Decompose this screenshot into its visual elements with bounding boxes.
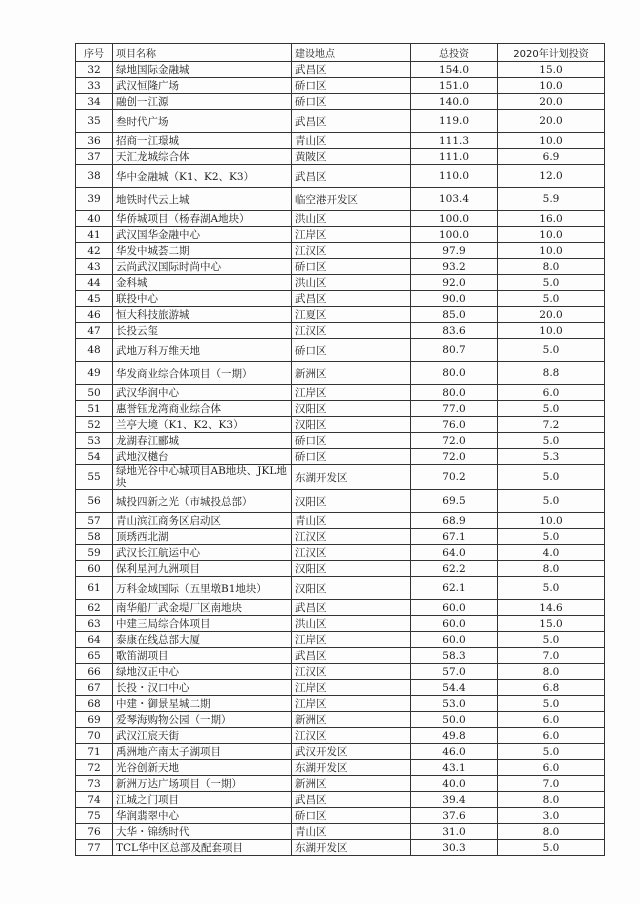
cell-project-name: 禹洲地产南太子湖项目	[113, 744, 292, 760]
cell-location: 洪山区	[292, 616, 411, 632]
cell-index: 61	[76, 577, 113, 600]
table-row	[76, 632, 605, 648]
cell-index: 49	[76, 362, 113, 385]
investment-table	[75, 43, 605, 856]
cell-project-name: 招商一江璟城	[113, 133, 292, 149]
cell-2020-planned-investment: 12.0	[498, 165, 605, 188]
cell-index: 47	[76, 323, 113, 339]
cell-2020-planned-investment: 6.0	[498, 712, 605, 728]
cell-total-investment: 31.0	[411, 824, 498, 840]
cell-index: 35	[76, 110, 113, 133]
cell-index: 36	[76, 133, 113, 149]
cell-2020-planned-investment: 20.0	[498, 110, 605, 133]
cell-location: 江汉区	[292, 529, 411, 545]
cell-total-investment: 50.0	[411, 712, 498, 728]
cell-2020-planned-investment: 15.0	[498, 616, 605, 632]
cell-total-investment: 111.0	[411, 149, 498, 165]
cell-project-name: 华中金融城（K1、K2、K3）	[113, 165, 292, 188]
cell-total-investment: 83.6	[411, 323, 498, 339]
cell-index: 55	[76, 465, 113, 490]
cell-location: 硚口区	[292, 94, 411, 110]
cell-index: 57	[76, 513, 113, 529]
cell-project-name: 长投云玺	[113, 323, 292, 339]
cell-total-investment: 60.0	[411, 600, 498, 616]
table-row	[76, 824, 605, 840]
cell-2020-planned-investment: 5.0	[498, 840, 605, 856]
cell-project-name: 兰亭大境（K1、K2、K3）	[113, 417, 292, 433]
cell-index: 54	[76, 449, 113, 465]
cell-index: 73	[76, 776, 113, 792]
cell-2020-planned-investment: 8.8	[498, 362, 605, 385]
cell-project-name: 江城之门项目	[113, 792, 292, 808]
table-row	[76, 211, 605, 227]
table-row	[76, 465, 605, 490]
cell-2020-planned-investment: 5.0	[498, 529, 605, 545]
cell-project-name: 城投四新之光（市城投总部）	[113, 490, 292, 513]
cell-index: 58	[76, 529, 113, 545]
cell-2020-planned-investment: 5.0	[498, 490, 605, 513]
cell-2020-planned-investment: 5.0	[498, 433, 605, 449]
cell-index: 34	[76, 94, 113, 110]
cell-location: 江岸区	[292, 696, 411, 712]
cell-2020-planned-investment: 5.0	[498, 291, 605, 307]
cell-2020-planned-investment: 8.0	[498, 824, 605, 840]
table-row	[76, 808, 605, 824]
cell-location: 硚口区	[292, 449, 411, 465]
table-row	[76, 728, 605, 744]
cell-project-name: 青山滨江商务区启动区	[113, 513, 292, 529]
cell-location: 江汉区	[292, 545, 411, 561]
cell-2020-planned-investment: 5.0	[498, 275, 605, 291]
table-row	[76, 840, 605, 856]
cell-index: 65	[76, 648, 113, 664]
cell-total-investment: 97.9	[411, 243, 498, 259]
table-row	[76, 307, 605, 323]
cell-project-name: 惠誉钰龙湾商业综合体	[113, 401, 292, 417]
header-total-investment: 总投资	[411, 44, 498, 62]
cell-location: 东湖开发区	[292, 760, 411, 776]
cell-project-name: 武汉华润中心	[113, 385, 292, 401]
cell-index: 75	[76, 808, 113, 824]
cell-project-name: 武汉恒隆广场	[113, 78, 292, 94]
cell-index: 45	[76, 291, 113, 307]
cell-project-name: 顶琇西北湖	[113, 529, 292, 545]
table-row	[76, 664, 605, 680]
cell-index: 70	[76, 728, 113, 744]
table-row	[76, 362, 605, 385]
cell-project-name: 万科金域国际（五里墩B1地块）	[113, 577, 292, 600]
cell-location: 江汉区	[292, 728, 411, 744]
cell-total-investment: 53.0	[411, 696, 498, 712]
cell-location: 江岸区	[292, 385, 411, 401]
cell-project-name: 武汉长江航运中心	[113, 545, 292, 561]
cell-total-investment: 80.7	[411, 339, 498, 362]
table-row	[76, 696, 605, 712]
table-row	[76, 323, 605, 339]
cell-project-name: 南华船厂武金堤厂区南地块	[113, 600, 292, 616]
cell-project-name: 融创一江源	[113, 94, 292, 110]
cell-total-investment: 103.4	[411, 188, 498, 211]
table-row	[76, 165, 605, 188]
cell-total-investment: 57.0	[411, 664, 498, 680]
cell-project-name: TCL华中区总部及配套项目	[113, 840, 292, 856]
cell-2020-planned-investment: 16.0	[498, 211, 605, 227]
cell-2020-planned-investment: 8.0	[498, 664, 605, 680]
table-row	[76, 110, 605, 133]
cell-2020-planned-investment: 20.0	[498, 94, 605, 110]
table-row	[76, 291, 605, 307]
cell-index: 53	[76, 433, 113, 449]
cell-location: 东湖开发区	[292, 465, 411, 490]
cell-2020-planned-investment: 5.0	[498, 577, 605, 600]
cell-index: 77	[76, 840, 113, 856]
table-row	[76, 417, 605, 433]
cell-index: 42	[76, 243, 113, 259]
header-index: 序号	[76, 44, 113, 62]
table-row	[76, 680, 605, 696]
cell-index: 51	[76, 401, 113, 417]
cell-project-name: 爱琴海购物公园（一期）	[113, 712, 292, 728]
cell-index: 46	[76, 307, 113, 323]
cell-total-investment: 64.0	[411, 545, 498, 561]
cell-index: 72	[76, 760, 113, 776]
cell-project-name: 新洲万达广场项目（一期）	[113, 776, 292, 792]
cell-2020-planned-investment: 7.0	[498, 648, 605, 664]
cell-index: 59	[76, 545, 113, 561]
cell-2020-planned-investment: 14.6	[498, 600, 605, 616]
cell-location: 汉阳区	[292, 417, 411, 433]
table-row	[76, 133, 605, 149]
cell-2020-planned-investment: 8.0	[498, 792, 605, 808]
table-row	[76, 149, 605, 165]
cell-total-investment: 119.0	[411, 110, 498, 133]
cell-location: 江夏区	[292, 307, 411, 323]
cell-location: 武昌区	[292, 600, 411, 616]
cell-total-investment: 77.0	[411, 401, 498, 417]
cell-location: 武昌区	[292, 165, 411, 188]
cell-total-investment: 62.1	[411, 577, 498, 600]
cell-location: 武昌区	[292, 648, 411, 664]
cell-2020-planned-investment: 4.0	[498, 545, 605, 561]
cell-location: 汉阳区	[292, 401, 411, 417]
cell-2020-planned-investment: 7.2	[498, 417, 605, 433]
cell-total-investment: 85.0	[411, 307, 498, 323]
cell-project-name: 泰康在线总部大厦	[113, 632, 292, 648]
cell-project-name: 歌笛湖项目	[113, 648, 292, 664]
header-project-name: 项目名称	[113, 44, 292, 62]
cell-project-name: 金科城	[113, 275, 292, 291]
cell-project-name: 联投中心	[113, 291, 292, 307]
cell-location: 洪山区	[292, 275, 411, 291]
cell-total-investment: 60.0	[411, 632, 498, 648]
cell-2020-planned-investment: 6.0	[498, 385, 605, 401]
cell-project-name: 恒大科技旅游城	[113, 307, 292, 323]
cell-total-investment: 93.2	[411, 259, 498, 275]
cell-total-investment: 67.1	[411, 529, 498, 545]
cell-2020-planned-investment: 10.0	[498, 243, 605, 259]
cell-project-name: 中建・御景星城二期	[113, 696, 292, 712]
cell-index: 38	[76, 165, 113, 188]
table-row	[76, 712, 605, 728]
table-row	[76, 78, 605, 94]
cell-project-name: 绿地光谷中心城项目AB地块、JKL地块	[113, 465, 292, 490]
cell-project-name: 武汉国华金融中心	[113, 227, 292, 243]
table-row	[76, 243, 605, 259]
cell-index: 33	[76, 78, 113, 94]
cell-project-name: 绿地汉正中心	[113, 664, 292, 680]
cell-location: 青山区	[292, 824, 411, 840]
cell-project-name: 武地汉樾台	[113, 449, 292, 465]
cell-index: 60	[76, 561, 113, 577]
cell-location: 江岸区	[292, 227, 411, 243]
cell-2020-planned-investment: 6.0	[498, 760, 605, 776]
header-location: 建设地点	[292, 44, 411, 62]
cell-2020-planned-investment: 10.0	[498, 133, 605, 149]
table-row	[76, 401, 605, 417]
cell-location: 新洲区	[292, 776, 411, 792]
cell-2020-planned-investment: 3.0	[498, 808, 605, 824]
cell-2020-planned-investment: 5.0	[498, 696, 605, 712]
cell-location: 武昌区	[292, 62, 411, 78]
cell-2020-planned-investment: 8.0	[498, 561, 605, 577]
cell-2020-planned-investment: 8.0	[498, 259, 605, 275]
cell-project-name: 华润翡翠中心	[113, 808, 292, 824]
table-body	[76, 62, 605, 856]
cell-2020-planned-investment: 10.0	[498, 513, 605, 529]
cell-location: 武昌区	[292, 291, 411, 307]
cell-index: 56	[76, 490, 113, 513]
cell-location: 硚口区	[292, 433, 411, 449]
header-2020-planned-investment: 2020年计划投资	[498, 44, 605, 62]
cell-project-name: 天汇龙城综合体	[113, 149, 292, 165]
table-row	[76, 760, 605, 776]
cell-index: 52	[76, 417, 113, 433]
cell-location: 武昌区	[292, 792, 411, 808]
cell-location: 洪山区	[292, 211, 411, 227]
table-row	[76, 744, 605, 760]
cell-index: 68	[76, 696, 113, 712]
cell-project-name: 光谷创新天地	[113, 760, 292, 776]
cell-total-investment: 62.2	[411, 561, 498, 577]
cell-total-investment: 100.0	[411, 211, 498, 227]
cell-location: 江岸区	[292, 680, 411, 696]
cell-2020-planned-investment: 10.0	[498, 227, 605, 243]
table-row	[76, 648, 605, 664]
cell-index: 67	[76, 680, 113, 696]
cell-total-investment: 70.2	[411, 465, 498, 490]
cell-total-investment: 46.0	[411, 744, 498, 760]
cell-location: 东湖开发区	[292, 840, 411, 856]
cell-project-name: 绿地国际金融城	[113, 62, 292, 78]
cell-index: 37	[76, 149, 113, 165]
cell-2020-planned-investment: 10.0	[498, 323, 605, 339]
table-row	[76, 449, 605, 465]
table-row	[76, 792, 605, 808]
cell-index: 50	[76, 385, 113, 401]
cell-2020-planned-investment: 6.9	[498, 149, 605, 165]
cell-index: 66	[76, 664, 113, 680]
cell-total-investment: 68.9	[411, 513, 498, 529]
cell-index: 41	[76, 227, 113, 243]
cell-total-investment: 69.5	[411, 490, 498, 513]
cell-location: 新洲区	[292, 362, 411, 385]
cell-location: 硚口区	[292, 259, 411, 275]
cell-2020-planned-investment: 5.9	[498, 188, 605, 211]
cell-index: 44	[76, 275, 113, 291]
cell-project-name: 龙湖春江郦城	[113, 433, 292, 449]
cell-index: 74	[76, 792, 113, 808]
cell-project-name: 武地万科万维天地	[113, 339, 292, 362]
cell-project-name: 云尚武汉国际时尚中心	[113, 259, 292, 275]
cell-2020-planned-investment: 5.0	[498, 401, 605, 417]
cell-total-investment: 30.3	[411, 840, 498, 856]
cell-project-name: 长投・汉口中心	[113, 680, 292, 696]
cell-index: 32	[76, 62, 113, 78]
cell-total-investment: 92.0	[411, 275, 498, 291]
cell-index: 69	[76, 712, 113, 728]
cell-total-investment: 72.0	[411, 449, 498, 465]
table-row	[76, 513, 605, 529]
table-row	[76, 490, 605, 513]
table-row	[76, 62, 605, 78]
cell-total-investment: 43.1	[411, 760, 498, 776]
cell-location: 武汉开发区	[292, 744, 411, 760]
cell-location: 新洲区	[292, 712, 411, 728]
cell-index: 71	[76, 744, 113, 760]
cell-project-name: 叁时代广场	[113, 110, 292, 133]
cell-project-name: 华侨城项目（杨春湖A地块）	[113, 211, 292, 227]
cell-location: 江汉区	[292, 243, 411, 259]
cell-total-investment: 154.0	[411, 62, 498, 78]
cell-total-investment: 54.4	[411, 680, 498, 696]
cell-total-investment: 80.0	[411, 385, 498, 401]
table-row	[76, 561, 605, 577]
cell-location: 江汉区	[292, 323, 411, 339]
cell-total-investment: 111.3	[411, 133, 498, 149]
table-row	[76, 577, 605, 600]
cell-total-investment: 49.8	[411, 728, 498, 744]
cell-2020-planned-investment: 5.0	[498, 465, 605, 490]
cell-project-name: 华发商业综合体项目（一期）	[113, 362, 292, 385]
cell-project-name: 武汉江宸天街	[113, 728, 292, 744]
cell-location: 黄陂区	[292, 149, 411, 165]
cell-location: 青山区	[292, 513, 411, 529]
cell-index: 64	[76, 632, 113, 648]
cell-total-investment: 80.0	[411, 362, 498, 385]
cell-location: 硚口区	[292, 808, 411, 824]
cell-location: 江汉区	[292, 664, 411, 680]
table-row	[76, 385, 605, 401]
table-row	[76, 776, 605, 792]
table-row	[76, 339, 605, 362]
cell-2020-planned-investment: 20.0	[498, 307, 605, 323]
table-row	[76, 600, 605, 616]
table-row	[76, 545, 605, 561]
cell-index: 63	[76, 616, 113, 632]
cell-project-name: 保利星河九洲项目	[113, 561, 292, 577]
table-row	[76, 529, 605, 545]
table-row	[76, 259, 605, 275]
cell-2020-planned-investment: 6.0	[498, 728, 605, 744]
cell-location: 汉阳区	[292, 577, 411, 600]
cell-total-investment: 72.0	[411, 433, 498, 449]
table-row	[76, 188, 605, 211]
cell-total-investment: 76.0	[411, 417, 498, 433]
cell-2020-planned-investment: 5.0	[498, 339, 605, 362]
cell-2020-planned-investment: 10.0	[498, 78, 605, 94]
cell-2020-planned-investment: 15.0	[498, 62, 605, 78]
cell-2020-planned-investment: 7.0	[498, 776, 605, 792]
table-row	[76, 616, 605, 632]
cell-location: 江岸区	[292, 632, 411, 648]
table-row	[76, 94, 605, 110]
cell-2020-planned-investment: 5.3	[498, 449, 605, 465]
cell-index: 76	[76, 824, 113, 840]
cell-total-investment: 100.0	[411, 227, 498, 243]
cell-total-investment: 60.0	[411, 616, 498, 632]
table-row	[76, 227, 605, 243]
cell-location: 汉阳区	[292, 490, 411, 513]
table-header-row	[76, 44, 605, 62]
cell-project-name: 中建三局综合体项目	[113, 616, 292, 632]
cell-total-investment: 151.0	[411, 78, 498, 94]
table-row	[76, 275, 605, 291]
cell-location: 临空港开发区	[292, 188, 411, 211]
cell-index: 40	[76, 211, 113, 227]
table-row	[76, 433, 605, 449]
cell-location: 汉阳区	[292, 561, 411, 577]
cell-total-investment: 40.0	[411, 776, 498, 792]
cell-2020-planned-investment: 6.8	[498, 680, 605, 696]
cell-total-investment: 39.4	[411, 792, 498, 808]
cell-index: 62	[76, 600, 113, 616]
cell-total-investment: 140.0	[411, 94, 498, 110]
cell-location: 硚口区	[292, 339, 411, 362]
cell-total-investment: 110.0	[411, 165, 498, 188]
cell-total-investment: 58.3	[411, 648, 498, 664]
cell-index: 48	[76, 339, 113, 362]
cell-location: 硚口区	[292, 78, 411, 94]
cell-2020-planned-investment: 5.0	[498, 744, 605, 760]
cell-location: 青山区	[292, 133, 411, 149]
cell-project-name: 大华・锦绣时代	[113, 824, 292, 840]
cell-project-name: 华发中城荟二期	[113, 243, 292, 259]
cell-index: 39	[76, 188, 113, 211]
cell-total-investment: 90.0	[411, 291, 498, 307]
cell-2020-planned-investment: 5.0	[498, 632, 605, 648]
cell-index: 43	[76, 259, 113, 275]
cell-total-investment: 37.6	[411, 808, 498, 824]
cell-location: 武昌区	[292, 110, 411, 133]
cell-project-name: 地铁时代云上城	[113, 188, 292, 211]
